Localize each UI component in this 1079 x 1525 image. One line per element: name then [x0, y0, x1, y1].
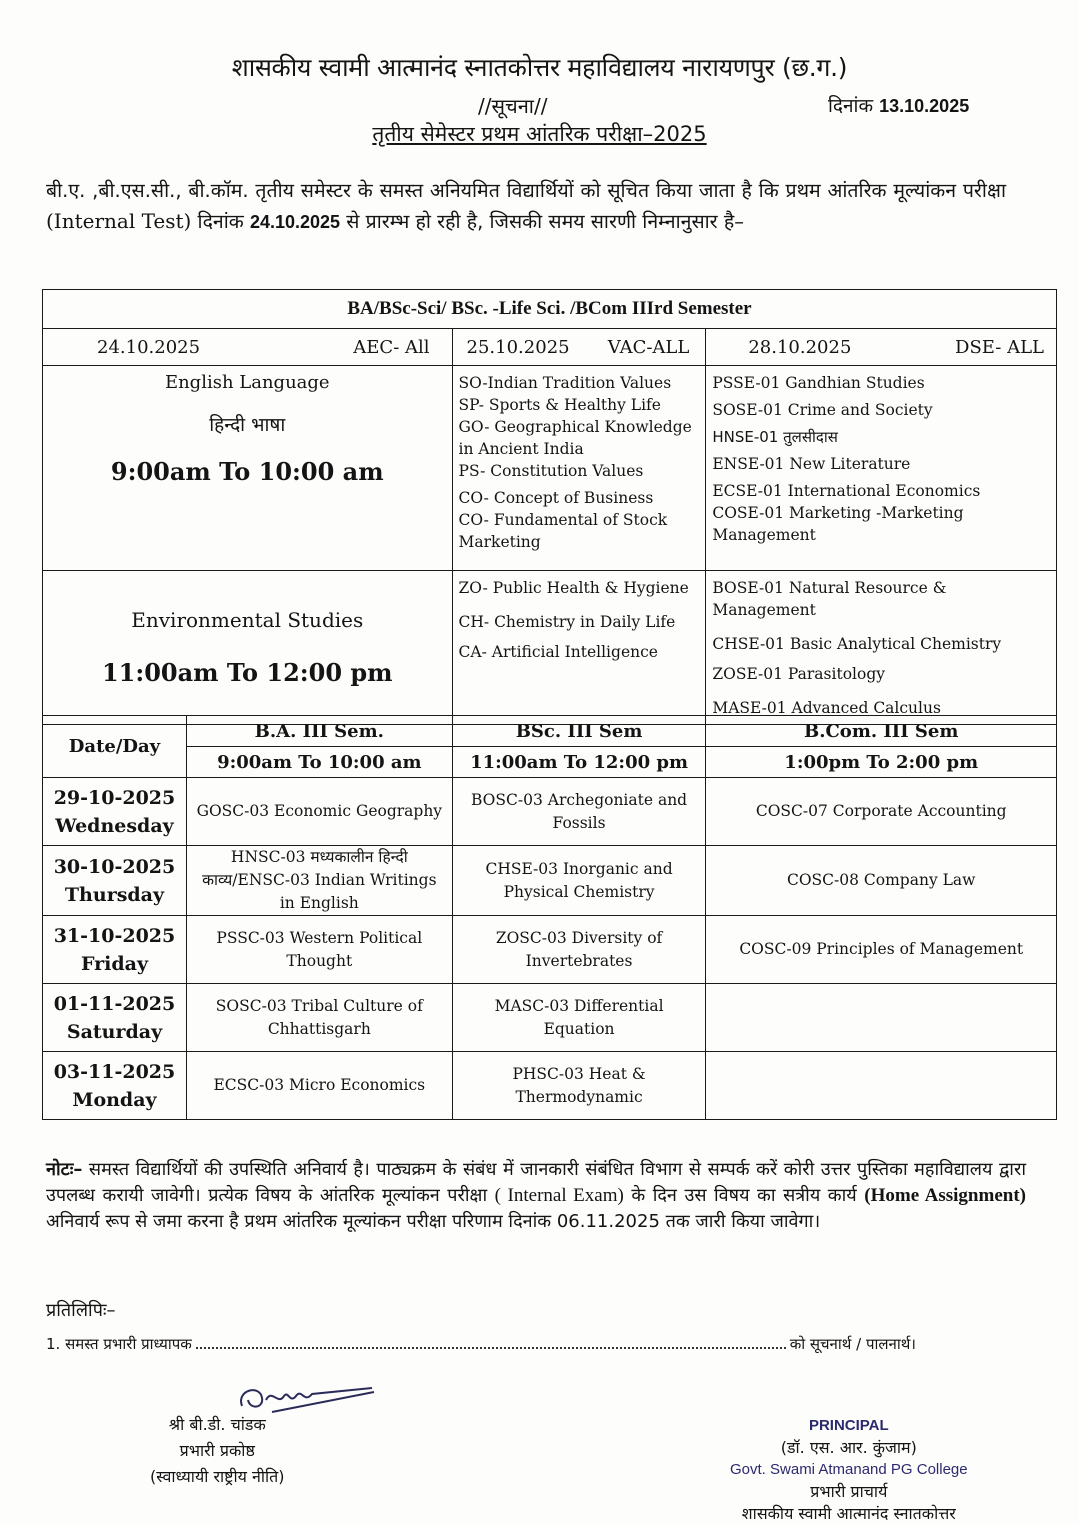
- ba-subject: HNSC-03 मध्यकालीन हिन्दी काव्य/ENSC-03 Indian Writings in English: [186, 846, 452, 916]
- bcom-time: 1:00pm To 2:00 pm: [706, 747, 1057, 778]
- row-date: [43, 778, 187, 846]
- row-date: [43, 1052, 187, 1120]
- vac-slot2-list: [452, 571, 706, 725]
- dse-category: DSE- ALL: [955, 336, 1044, 358]
- vac-slot1-list: [452, 366, 706, 571]
- aec-date: 24.10.2025: [97, 336, 201, 358]
- bsc-time: 11:00am To 12:00 pm: [452, 747, 706, 778]
- list-item: PSSE-01 Gandhian Studies: [712, 374, 925, 392]
- aec-date-cell: [43, 329, 453, 366]
- signatory-department: (स्वाध्यायी राष्ट्रीय नीति): [150, 1467, 285, 1486]
- note-label: नोटः–: [46, 1159, 83, 1180]
- list-item: CO- Fundamental of Stock Marketing: [458, 511, 668, 551]
- college-name: शासकीय स्वामी आत्मानंद स्नातकोत्तर महाविद्यालय नारायणपुर (छ.ग.): [231, 53, 848, 82]
- common-exam-table: [42, 289, 1057, 725]
- signatory-name: श्री बी.डी. चांडक: [168, 1415, 266, 1434]
- table-row: [43, 984, 1057, 1052]
- list-item: CH- Chemistry in Daily Life: [458, 613, 676, 631]
- exam-title-text: तृतीय सेमेस्टर प्रथम आंतरिक परीक्षा–2025: [372, 122, 707, 146]
- slot2-time: 11:00am To 12:00 pm: [101, 658, 393, 687]
- list-item: ENSE-01 New Literature: [712, 455, 911, 473]
- dse-date-cell: [706, 329, 1057, 366]
- list-item: SOSE-01 Crime and Society: [712, 401, 933, 419]
- vac-date: 25.10.2025: [466, 336, 570, 358]
- ba-subject: GOSC-03 Economic Geography: [186, 778, 452, 846]
- vac-category: VAC-ALL: [607, 336, 690, 358]
- copy-to-recipient: 1. समस्त प्रभारी प्राध्यापक: [46, 1335, 192, 1353]
- signatory-designation: प्रभारी प्रकोष्ठ: [179, 1441, 255, 1460]
- date: 31-10-2025: [53, 924, 176, 947]
- table-row: [43, 916, 1057, 984]
- dse-slot2-list: [706, 571, 1057, 725]
- slot1-time: 9:00am To 10:00 am: [110, 457, 384, 486]
- table-row: [43, 846, 1057, 916]
- list-item: PS- Constitution Values: [458, 462, 644, 480]
- note-home-assignment: (Home Assignment): [864, 1185, 1026, 1206]
- list-item: HNSE-01 तुलसीदास: [712, 428, 838, 446]
- bsc-subject: BOSC-03 Archegoniate and Fossils: [452, 778, 706, 846]
- date: 01-11-2025: [53, 992, 176, 1015]
- note-paragraph: [46, 1157, 1026, 1235]
- aec-hindi: हिन्दी भाषा: [209, 414, 286, 436]
- bsc-subject: PHSC-03 Heat & Thermodynamic: [452, 1052, 706, 1120]
- day: Saturday: [66, 1020, 163, 1043]
- list-item: MASE-01 Advanced Calculus: [712, 699, 941, 717]
- bsc-subject: CHSE-03 Inorganic and Physical Chemistry: [452, 846, 706, 916]
- principal-institution: शासकीय स्वामी आत्मानंद स्नातकोत्तर: [741, 1504, 956, 1523]
- ba-header: B.A. III Sem.: [186, 716, 452, 747]
- note-internal-exam: ( Internal Exam): [494, 1185, 624, 1206]
- note-text-2: के दिन उस विषय का सत्रीय कार्य: [631, 1185, 857, 1206]
- date-label: दिनांक: [828, 95, 874, 117]
- day: Friday: [80, 952, 148, 975]
- list-item: GO- Geographical Knowledge in Ancient India: [458, 418, 692, 458]
- principal-name: (डॉ. एस. आर. कुंजाम): [780, 1438, 917, 1457]
- aec-category: AEC- All: [353, 336, 430, 358]
- list-item: CHSE-01 Basic Analytical Chemistry: [712, 635, 1002, 653]
- copy-to-label: प्रतिलिपिः–: [46, 1300, 116, 1321]
- copy-to-purpose: को सूचनार्थ / पालनार्थ।: [789, 1335, 916, 1353]
- ba-subject: PSSC-03 Western Political Thought: [186, 916, 452, 984]
- row-date: [43, 846, 187, 916]
- bsc-header: BSc. III Sem: [452, 716, 706, 747]
- exam-title: [0, 120, 1079, 148]
- principal-designation: प्रभारी प्राचार्य: [810, 1482, 888, 1501]
- notice-label: //सूचना//: [478, 94, 548, 118]
- stamp-college: Govt. Swami Atmanand PG College: [730, 1461, 968, 1478]
- intro-text-3: से प्रारम्भ हो रही है, जिसकी समय सारणी निम्नानुसार है–: [346, 210, 744, 233]
- vac-date-cell: [452, 329, 706, 366]
- dotted-line: [196, 1334, 786, 1349]
- intro-text-2: दिनांक: [197, 210, 244, 233]
- dse-date: 28.10.2025: [748, 336, 852, 358]
- core-exam-table: [42, 715, 1057, 1120]
- bcom-subject: COSC-07 Corporate Accounting: [706, 778, 1057, 846]
- list-item: CO- Concept of Business: [458, 489, 654, 507]
- ba-subject: SOSC-03 Tribal Culture of Chhattisgarh: [186, 984, 452, 1052]
- bsc-subject: ZOSC-03 Diversity of Invertebrates: [452, 916, 706, 984]
- aec-evs: Environmental Studies: [131, 608, 364, 632]
- bsc-subject: MASC-03 Differential Equation: [452, 984, 706, 1052]
- note-text-1: समस्त विद्यार्थियों की उपस्थिति अनिवार्य है। पाठ्यक्रम के संबंध में जानकारी संबंधित विभाग से सम्पर्क करें कोरी उत्तर पुस्तिका महाविद्यालय द्वारा उपलब्ध करायी जावेगी। प्रत्येक विषय के आंतरिक मूल्यांकन परीक्षा: [46, 1159, 1026, 1206]
- row-date: [43, 984, 187, 1052]
- intro-text-1: बी.ए. ,बी.एस.सी., बी.कॉम. तृतीय समेस्टर के समस्त अनियमित विद्यार्थियों को सूचित किया जाता है कि प्रथम आंतरिक मूल्यांकन परीक्षा: [46, 179, 1006, 202]
- aec-slot1-cell: [43, 366, 453, 571]
- day: Monday: [72, 1088, 157, 1111]
- row-date: [43, 916, 187, 984]
- table-row: [43, 1052, 1057, 1120]
- list-item: ZO- Public Health & Hygiene: [458, 579, 689, 597]
- notice-date: [828, 92, 969, 118]
- copy-to-item: [46, 1334, 916, 1354]
- intro-paragraph: [46, 176, 1006, 237]
- bcom-subject: COSC-08 Company Law: [706, 846, 1057, 916]
- list-item: SO-Indian Tradition Values: [458, 374, 672, 392]
- bcom-subject: [706, 1052, 1057, 1120]
- date: 29-10-2025: [53, 786, 176, 809]
- day: Thursday: [64, 883, 165, 906]
- aec-english: English Language: [164, 372, 330, 393]
- bcom-subject: COSC-09 Principles of Management: [706, 916, 1057, 984]
- aec-slot2-cell: [43, 571, 453, 725]
- signature-left: [150, 1412, 285, 1490]
- semester-header: BA/BSc-Sci/ BSc. -Life Sci. /BCom IIIrd Semester: [43, 290, 1057, 329]
- list-item: ECSE-01 International Economics: [712, 482, 981, 500]
- stamp-principal: PRINCIPAL: [808, 1417, 889, 1434]
- ba-time: 9:00am To 10:00 am: [186, 747, 452, 778]
- list-item: SP- Sports & Healthy Life: [458, 396, 661, 414]
- day: Wednesday: [55, 814, 174, 837]
- date-value: 13.10.2025: [879, 96, 970, 116]
- table-row: [43, 778, 1057, 846]
- date-day-header: Date/Day: [43, 716, 187, 778]
- signature-right: [730, 1415, 968, 1525]
- list-item: COSE-01 Marketing -Marketing Management: [712, 504, 964, 544]
- date: 03-11-2025: [53, 1060, 176, 1083]
- date: 30-10-2025: [53, 855, 176, 878]
- intro-start-date: 24.10.2025: [249, 212, 341, 232]
- list-item: ZOSE-01 Parasitology: [712, 665, 885, 683]
- list-item: CA- Artificial Intelligence: [458, 643, 658, 661]
- intro-internal-test: (Internal Test): [46, 209, 192, 233]
- bcom-header: B.Com. III Sem: [706, 716, 1057, 747]
- dse-slot1-list: [706, 366, 1057, 571]
- bcom-subject: [706, 984, 1057, 1052]
- list-item: BOSE-01 Natural Resource & Management: [712, 579, 947, 619]
- note-text-3: अनिवार्य रूप से जमा करना है प्रथम आंतरिक मूल्यांकन परीक्षा परिणाम दिनांक 06.11.2025 तक जारी किया जावेगा।: [46, 1211, 821, 1232]
- ba-subject: ECSC-03 Micro Economics: [186, 1052, 452, 1120]
